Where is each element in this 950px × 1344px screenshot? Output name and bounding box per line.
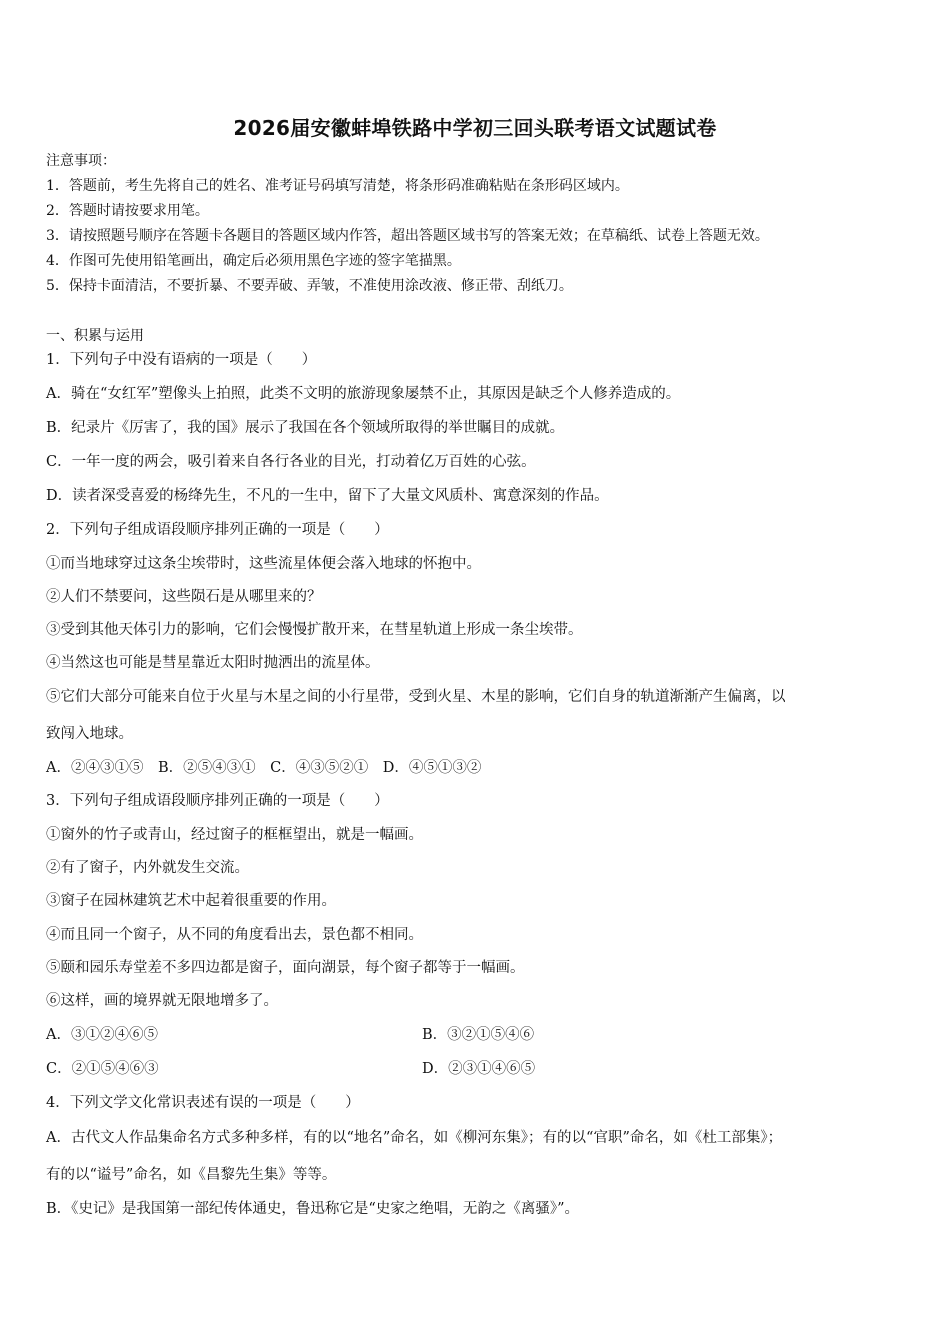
question-3-stem: 3．下列句子组成语段顺序排列正确的一项是（ ）: [46, 793, 389, 809]
question-1-option-b: B．纪录片《厉害了，我的国》展示了我国在各个领域所取得的举世瞩目的成就。: [46, 420, 565, 436]
question-1-option-a: A．骑在“女红军”塑像头上拍照，此类不文明的旅游现象屡禁不止，其原因是缺乏个人修养造成的。: [46, 386, 681, 402]
question-4-stem: [46, 1093, 912, 1113]
question-3-option-c: C．②①⑤④⑥③: [46, 1061, 159, 1077]
section-heading: 一、积累与运用: [46, 328, 144, 344]
question-3-sentence: ④而且同一个窗子，从不同的角度看出去，景色都不相同。: [46, 927, 423, 943]
question-2-options: A．②④③①⑤ B．②⑤④③① C．④③⑤②① D．④⑤①③②: [46, 760, 482, 776]
question-1-option-d: D．读者深受喜爱的杨绛先生，不凡的一生中，留下了大量文风质朴、寓意深刻的作品。: [46, 488, 609, 504]
question-4-stem-prefix: 4．下列文学文化常识表述: [46, 1095, 215, 1111]
question-3-option-a: A．③①②④⑥⑤: [46, 1027, 158, 1043]
question-3-sentence: ①窗外的竹子或青山，经过窗子的框框望出，就是一幅画。: [46, 827, 423, 843]
notice-item: 1．答题前，考生先将自己的姓名、准考证号码填写清楚，将条形码准确粘贴在条形码区域内。: [46, 178, 629, 194]
question-2-sentence: ②人们不禁要问，这些陨石是从哪里来的？: [46, 589, 322, 605]
question-3-option-row: [46, 1059, 912, 1079]
question-4-option-a-cont: 有的以“谥号”命名，如《昌黎先生集》等等。: [46, 1167, 337, 1183]
question-4-stem-emphasis: 有误: [214, 1095, 244, 1111]
question-1-stem: 1．下列句子中没有语病的一项是（ ）: [46, 352, 317, 368]
question-3-option-row: [46, 1025, 912, 1045]
question-3-sentence: ②有了窗子，内外就发生交流。: [46, 860, 249, 876]
question-2-sentence: ①而当地球穿过这条尘埃带时，这些流星体便会落入地球的怀抱中。: [46, 556, 481, 572]
exam-title: 2026届安徽蚌埠铁路中学初三回头联考语文试题试卷: [233, 116, 717, 140]
question-2-sentence: ③受到其他天体引力的影响，它们会慢慢扩散开来，在彗星轨道上形成一条尘埃带。: [46, 622, 583, 638]
question-4-option-b: B．《史记》是我国第一部纪传体通史，鲁迅称它是“史家之绝唱，无韵之《离骚》”。: [46, 1201, 579, 1217]
question-3-sentence: ③窗子在园林建筑艺术中起着很重要的作用。: [46, 893, 336, 909]
question-2-stem: 2．下列句子组成语段顺序排列正确的一项是（ ）: [46, 522, 389, 538]
notice-item: 5．保持卡面清洁，不要折暴、不要弄破、弄皱，不准使用涂改液、修正带、刮纸刀。: [46, 278, 573, 294]
notice-item: 3．请按照题号顺序在答题卡各题目的答题区域内作答，超出答题区域书写的答案无效；在草稿纸、试卷上答题无效。: [46, 228, 769, 244]
question-4-stem-suffix: 的一项是（ ）: [243, 1095, 360, 1111]
question-4-option-a: A．古代文人作品集命名方式多种多样，有的以“地名”命名，如《柳河东集》；有的以“官职”命名，如《杜工部集》；: [46, 1130, 783, 1146]
question-2-sentence: ④当然这也可能是彗星靠近太阳时抛洒出的流星体。: [46, 655, 380, 671]
question-3-option-b: B．③②①⑤④⑥: [422, 1027, 535, 1043]
question-3-option-d: D．②③①④⑥⑤: [422, 1061, 536, 1077]
question-3-sentence: ⑥这样，画的境界就无限地增多了。: [46, 993, 278, 1009]
notice-heading: 注意事项：: [46, 153, 116, 169]
question-1-option-c: C．一年一度的两会，吸引着来自各行各业的目光，打动着亿万百姓的心弦。: [46, 454, 536, 470]
notice-item: 2．答题时请按要求用笔。: [46, 203, 209, 219]
question-3-sentence: ⑤颐和园乐寿堂差不多四边都是窗子，面向湖景，每个窗子都等于一幅画。: [46, 960, 525, 976]
notice-item: 4．作图可先使用铅笔画出，确定后必须用黑色字迹的签字笔描黑。: [46, 253, 461, 269]
question-2-sentence: ⑤它们大部分可能来自位于火星与木星之间的小行星带，受到火星、木星的影响，它们自身的轨道渐渐产生偏离，以: [46, 689, 786, 705]
question-2-sentence-cont: 致闯入地球。: [46, 726, 133, 742]
